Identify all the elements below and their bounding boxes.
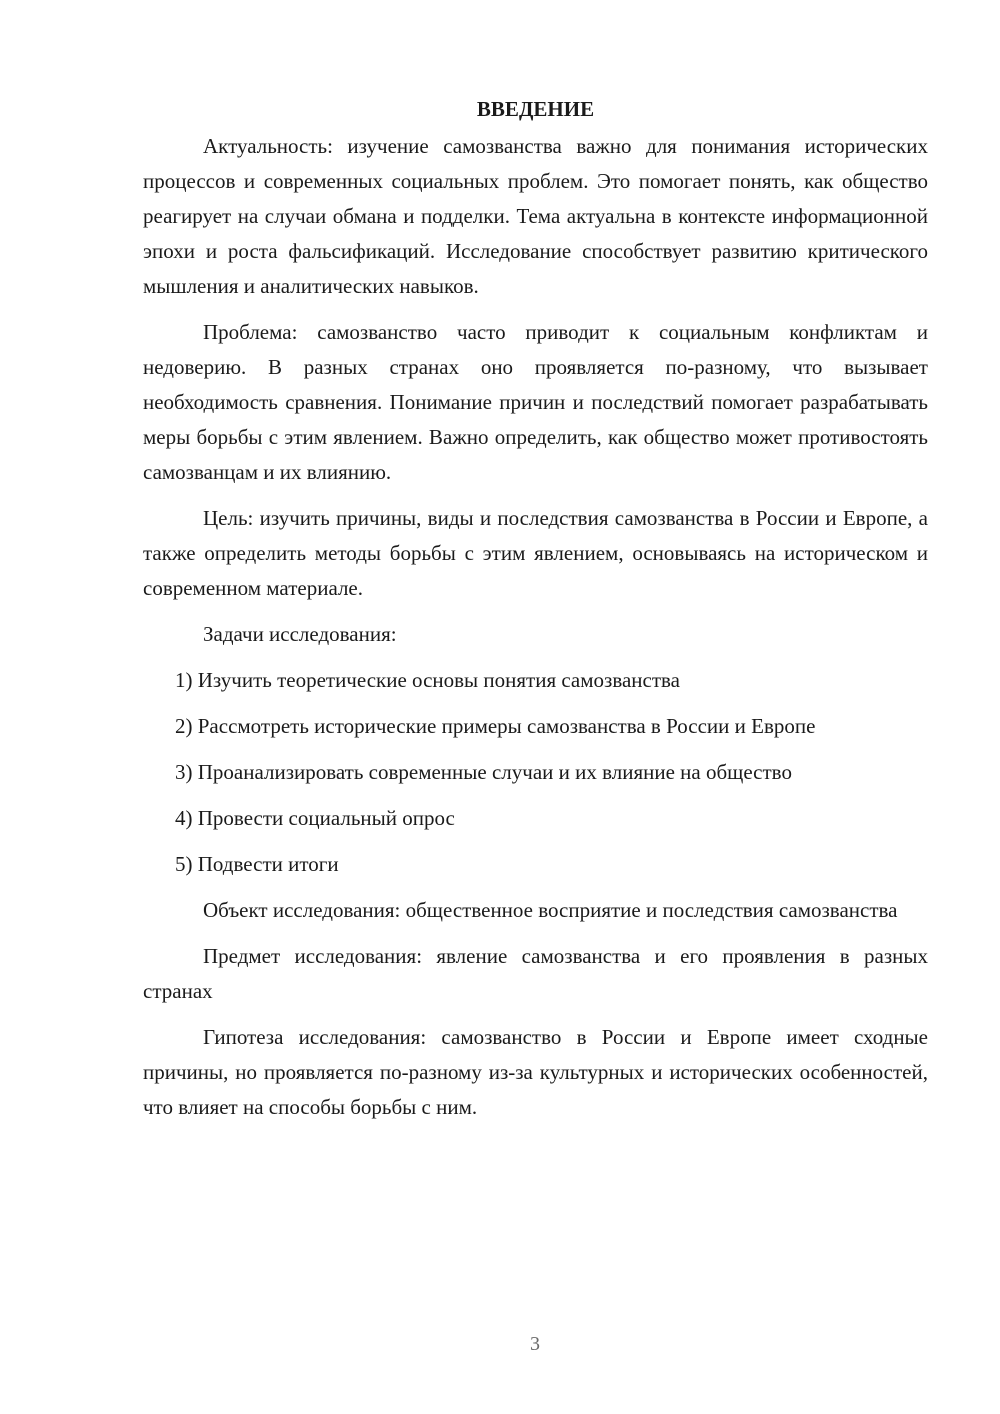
goal-paragraph: Цель: изучить причины, виды и последствия самозванства в России и Европе, а также определить методы борьбы с этим явлением, основываясь на историческом и современном материале. <box>143 506 928 600</box>
relevance-paragraph: Актуальность: изучение самозванства важно для понимания исторических процессов и современных социальных проблем. Это помогает понять, как общество реагирует на случаи обмана и подделки. Тема актуальна в контексте информационной эпохи и роста фальсификаций. Исследование способствует развитию критического мышления и аналитических навыков. <box>143 134 928 298</box>
tasks-heading: Задачи исследования: <box>203 622 397 646</box>
document-page <box>143 92 928 1136</box>
tasks-list <box>143 663 928 882</box>
hypothesis-paragraph: Гипотеза исследования: самозванство в России и Европе имеет сходные причины, но проявляется по-разному из-за культурных и исторических особенностей, что влияет на способы борьбы с ним. <box>143 1025 928 1119</box>
task-item-5: 5) Подвести итоги <box>175 852 339 876</box>
task-item-3: 3) Проанализировать современные случаи и их влияние на общество <box>175 760 792 784</box>
page-title: ВВЕДЕНИЕ <box>476 97 595 121</box>
page-number: 3 <box>530 1333 540 1355</box>
subject-paragraph: Предмет исследования: явление самозванства и его проявления в разных странах <box>143 944 928 1003</box>
task-item-2: 2) Рассмотреть исторические примеры самозванства в России и Европе <box>175 714 816 738</box>
task-item-4: 4) Провести социальный опрос <box>175 806 455 830</box>
problem-paragraph: Проблема: самозванство часто приводит к социальным конфликтам и недоверию. В разных странах оно проявляется по-разному, что вызывает необходимость сравнения. Понимание причин и последствий помогает разрабатывать меры борьбы с этим явлением. Важно определить, как общество может противостоять самозванцам и их влиянию. <box>143 320 928 484</box>
object-paragraph: Объект исследования: общественное восприятие и последствия самозванства <box>203 898 898 922</box>
task-item-1: 1) Изучить теоретические основы понятия самозванства <box>175 668 680 692</box>
